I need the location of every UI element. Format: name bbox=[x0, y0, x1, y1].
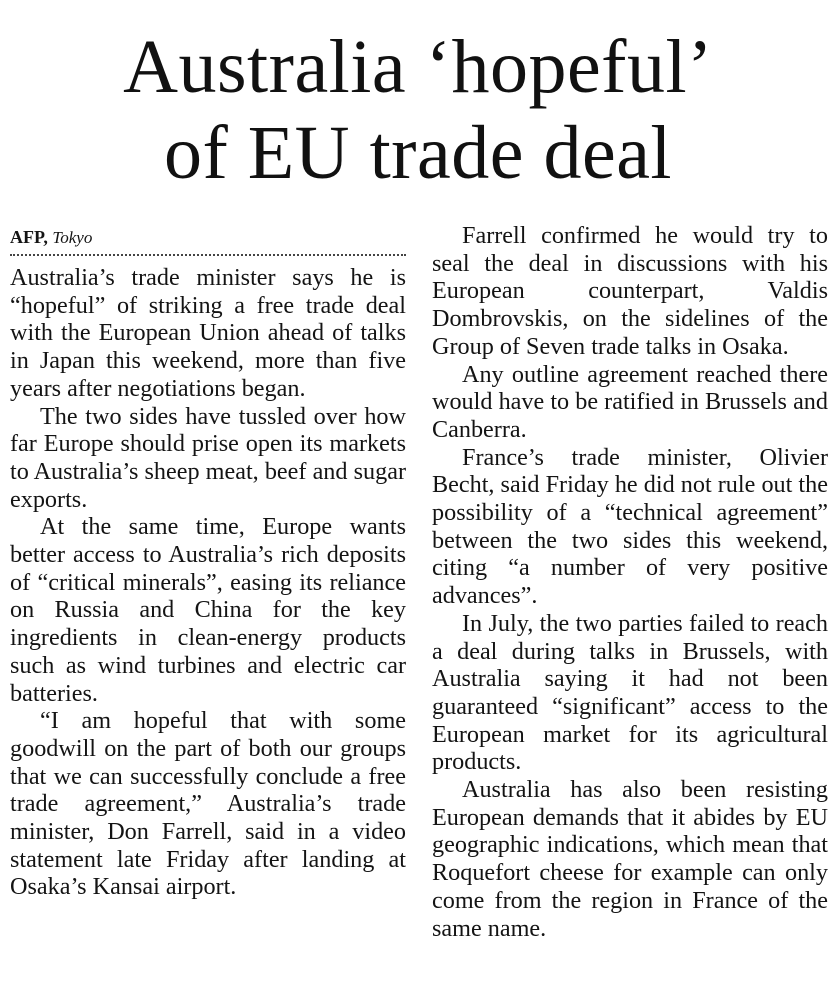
paragraph: Australia has also been resisting European demands that it abides by EU geographic indications, which mean that Roquefort cheese for example can only come from the region in France of the same name. bbox=[432, 776, 828, 942]
headline-line-1: Australia ‘hopeful’ bbox=[123, 25, 713, 109]
byline-place: Tokyo bbox=[52, 228, 93, 247]
headline bbox=[0, 0, 836, 196]
paragraph: At the same time, Europe wants better access to Australia’s rich deposits of “critical minerals”, easing its reliance on Russia and China for the key ingredients in clean-energy products such as wind turbines and electric car batteries. bbox=[10, 513, 406, 707]
paragraph: Any outline agreement reached there would have to be ratified in Brussels and Canberra. bbox=[432, 360, 828, 443]
paragraph: “I am hopeful that with some goodwill on the part of both our groups that we can successfully conclude a free trade agreement,” Australia’s trade minister, Don Farrell, said in a video statement late Friday after landing at Osaka’s Kansai airport. bbox=[10, 707, 406, 901]
byline bbox=[10, 222, 406, 256]
article-body bbox=[10, 222, 828, 942]
byline-agency: AFP, bbox=[10, 227, 48, 247]
paragraph: In July, the two parties failed to reach a deal during talks in Brussels, with Australia saying it had not been guaranteed “significant” access to the European market for its agricultural products. bbox=[432, 609, 828, 776]
column-right bbox=[432, 222, 828, 942]
column-left bbox=[10, 222, 406, 942]
headline-line-2: of EU trade deal bbox=[163, 111, 673, 195]
paragraph: Australia’s trade minister says he is “hopeful” of striking a free trade deal with the European Union ahead of talks in Japan this weekend, more than five years after negotiations began. bbox=[10, 264, 406, 402]
paragraph: France’s trade minister, Olivier Becht, said Friday he did not rule out the possibility of a “technical agreement” between the two sides this weekend, citing “a number of very positive advances”. bbox=[432, 443, 828, 610]
paragraph: Farrell confirmed he would try to seal the deal in discussions with his European counterpart, Valdis Dombrovskis, on the sidelines of the Group of Seven trade talks in Osaka. bbox=[432, 222, 828, 360]
paragraph: The two sides have tussled over how far Europe should prise open its markets to Australia’s sheep meat, beef and sugar exports. bbox=[10, 402, 406, 513]
